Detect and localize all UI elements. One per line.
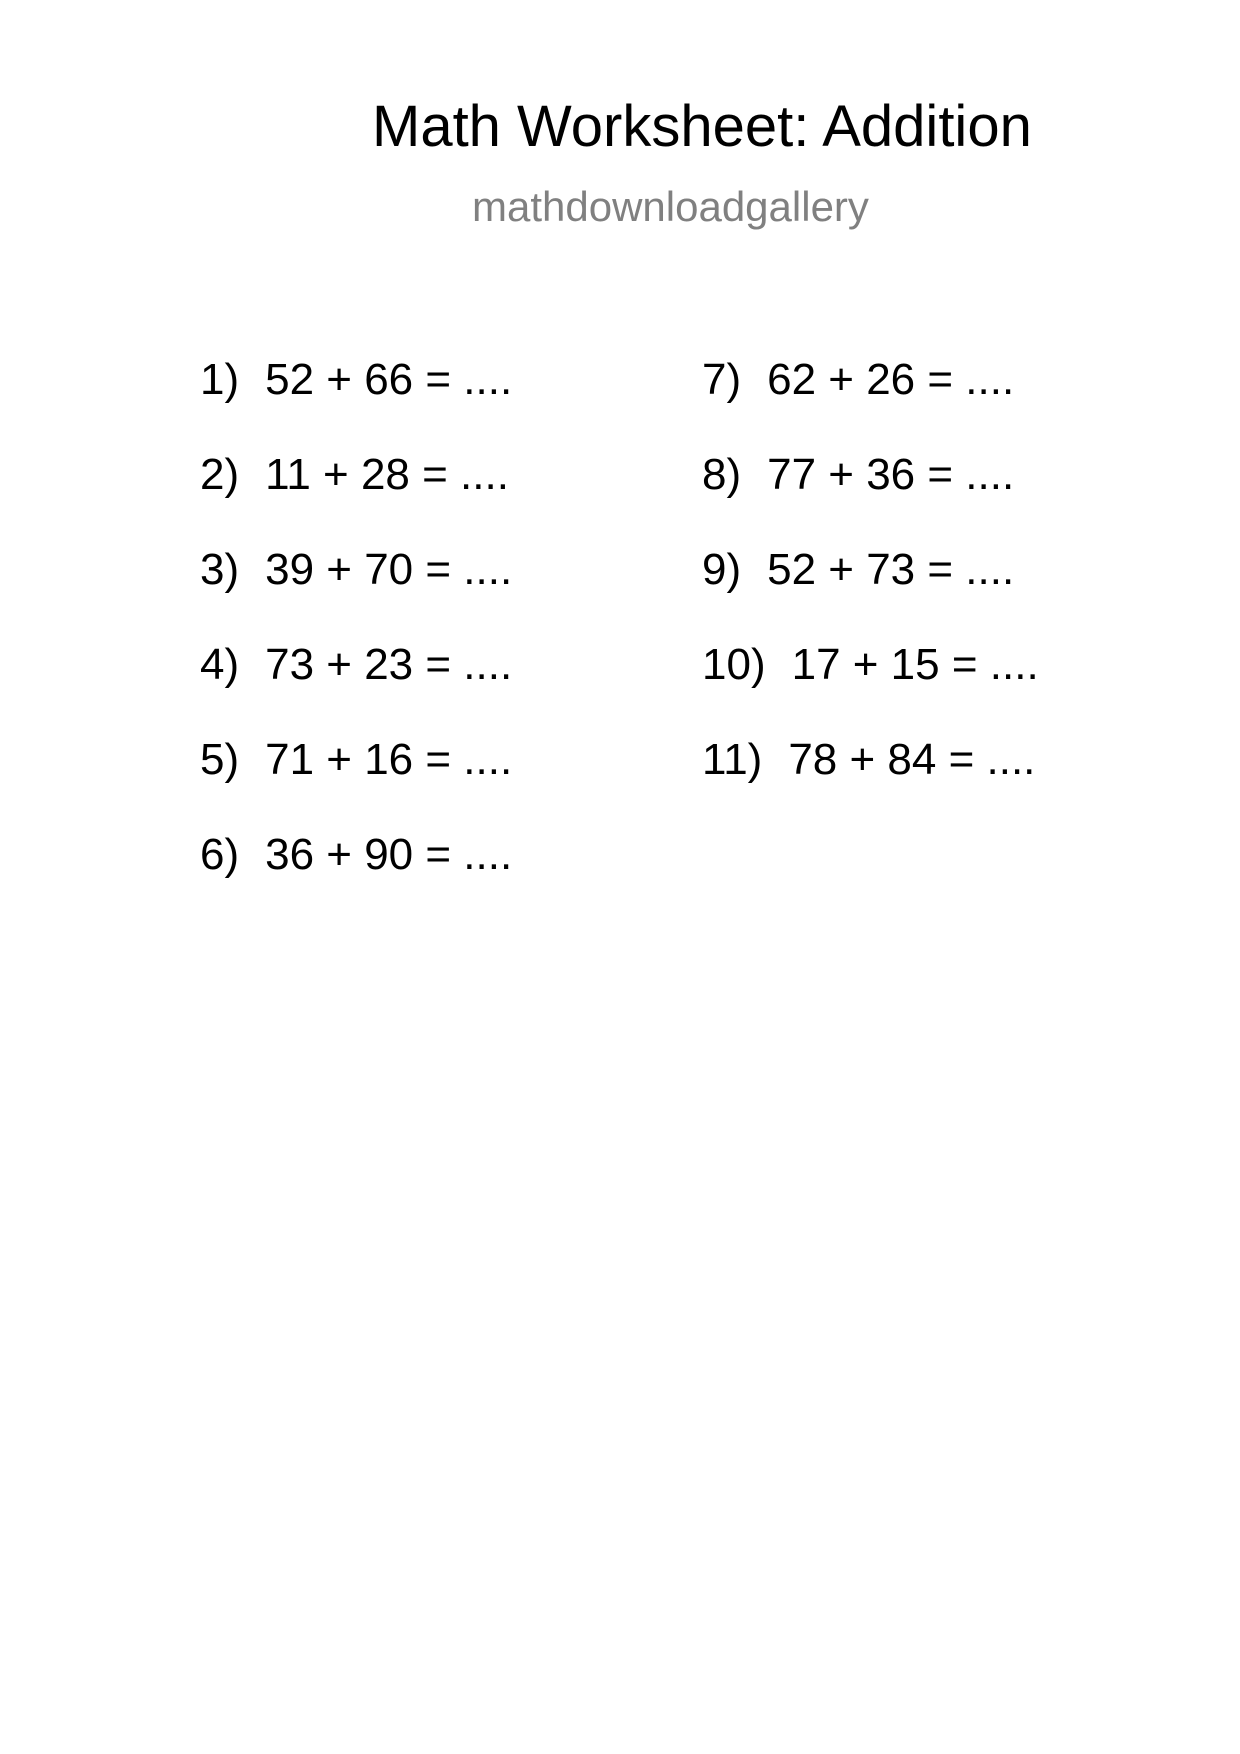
problem-item xyxy=(702,355,1039,450)
problem-number: 5) xyxy=(200,735,240,784)
problem-expression: 11 + 28 = .... xyxy=(265,450,509,499)
problem-number: 1) xyxy=(200,355,240,404)
problem-item xyxy=(200,545,512,640)
problem-item xyxy=(702,450,1039,545)
problem-number: 9) xyxy=(702,545,742,594)
problem-item xyxy=(200,450,512,545)
problem-number: 7) xyxy=(702,355,742,404)
problem-number: 10) xyxy=(702,640,766,689)
problem-number: 3) xyxy=(200,545,240,594)
problem-item xyxy=(702,735,1039,830)
problem-expression: 73 + 23 = .... xyxy=(265,640,513,689)
problem-expression: 62 + 26 = .... xyxy=(767,355,1015,404)
problem-item xyxy=(200,640,512,735)
problem-item xyxy=(200,830,512,925)
problem-item xyxy=(200,355,512,450)
problem-number: 4) xyxy=(200,640,240,689)
problem-expression: 52 + 73 = .... xyxy=(767,545,1015,594)
problem-number: 6) xyxy=(200,830,240,879)
problem-expression: 71 + 16 = .... xyxy=(265,735,513,784)
problem-number: 8) xyxy=(702,450,742,499)
problem-item xyxy=(702,640,1039,735)
problem-expression: 78 + 84 = .... xyxy=(788,735,1036,784)
problem-item xyxy=(702,545,1039,640)
problem-number: 2) xyxy=(200,450,240,499)
problem-item xyxy=(200,735,512,830)
problem-expression: 77 + 36 = .... xyxy=(767,450,1015,499)
problem-expression: 36 + 90 = .... xyxy=(265,830,513,879)
problem-expression: 52 + 66 = .... xyxy=(265,355,513,404)
problem-number: 11) xyxy=(702,735,763,784)
page-subtitle: mathdownloadgallery xyxy=(472,183,869,230)
problem-expression: 17 + 15 = .... xyxy=(791,640,1039,689)
problem-expression: 39 + 70 = .... xyxy=(265,545,513,594)
page-title: Math Worksheet: Addition xyxy=(372,94,1032,159)
problems-left-column xyxy=(200,355,512,925)
problems-right-column xyxy=(702,355,1039,830)
